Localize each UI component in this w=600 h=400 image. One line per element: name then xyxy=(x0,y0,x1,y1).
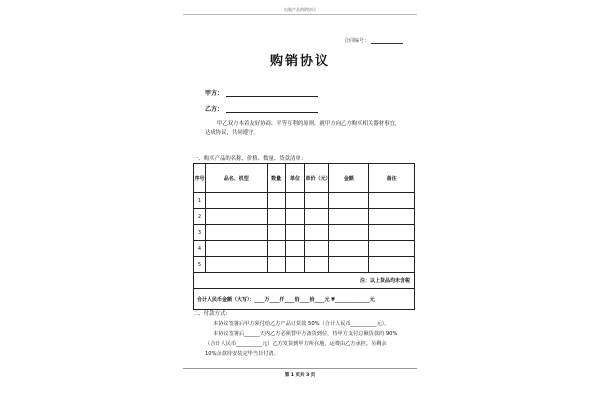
document-page xyxy=(175,0,425,400)
party-b-blank xyxy=(226,106,318,113)
running-header: 电脑产品购销协议 xyxy=(284,7,316,12)
payment-line: （合计人民币__________元）乙方发货到甲方所在地，运费由乙方承担。另剩余 xyxy=(205,341,387,347)
intro-paragraph: 甲乙双方本着友好协商、平等互利的原则，就甲方向乙方购买相关器材事宜，达成协议，共同遵守。 xyxy=(205,121,401,136)
party-a-blank xyxy=(226,90,318,97)
table-row xyxy=(194,225,415,241)
tax-note: 注：以上货品均未含税 xyxy=(194,273,415,289)
table-row xyxy=(194,193,415,209)
row-index: 5 xyxy=(194,257,206,273)
contract-number xyxy=(344,37,403,44)
row-index: 4 xyxy=(194,241,206,257)
page-number: 第 1 页共 3 页 xyxy=(284,373,316,378)
contract-number-label: 合同编号： xyxy=(343,38,369,44)
table-row xyxy=(194,257,415,273)
row-index: 2 xyxy=(194,209,206,225)
col-index: 序号 xyxy=(194,164,206,193)
table-row xyxy=(194,209,415,225)
col-remark: 备注 xyxy=(369,164,415,193)
row-index: 3 xyxy=(194,225,206,241)
payment-terms xyxy=(205,319,415,359)
table-header-row xyxy=(194,164,415,193)
col-qty: 数量 xyxy=(267,164,285,193)
section-2-heading: 二、付款方式： xyxy=(193,311,231,317)
header-divider xyxy=(183,14,417,15)
col-price: 单价（元） xyxy=(305,164,329,193)
footer-divider xyxy=(183,368,417,369)
party-a-label: 甲方： xyxy=(205,90,224,97)
party-b-label: 乙方： xyxy=(205,106,224,113)
total-label: 合计人民币金额（大写）： xyxy=(197,296,255,303)
col-unit: 单位 xyxy=(285,164,305,193)
contract-number-blank xyxy=(371,38,403,44)
total-cell xyxy=(194,289,415,310)
col-amount: 金额 xyxy=(329,164,369,193)
table-row xyxy=(194,241,415,257)
table-note-row xyxy=(194,273,415,289)
table-total-row xyxy=(194,289,415,310)
document-title: 购销协议 xyxy=(269,54,330,69)
section-1-heading: 一、购买产品的名称、价格、数量、货款清单： xyxy=(193,156,307,162)
product-table xyxy=(193,163,415,310)
total-units: ____万____仟____佰____拾____元 ¥______________元 xyxy=(254,296,375,303)
payment-line: 10%余款待安装完毕当日付清。 xyxy=(205,351,279,357)
payment-line: 本协议签署后______天内乙方必须替甲方备货到位，待甲方支付总额货款的 90% xyxy=(213,331,398,337)
col-name: 品名、机型 xyxy=(205,164,267,193)
row-index: 1 xyxy=(194,193,206,209)
party-a-line xyxy=(205,88,318,97)
payment-line: 本协议签署后甲方须付给乙方产品订货款 50%（合计人民币__________元）。 xyxy=(213,321,390,327)
party-b-line xyxy=(205,104,318,113)
